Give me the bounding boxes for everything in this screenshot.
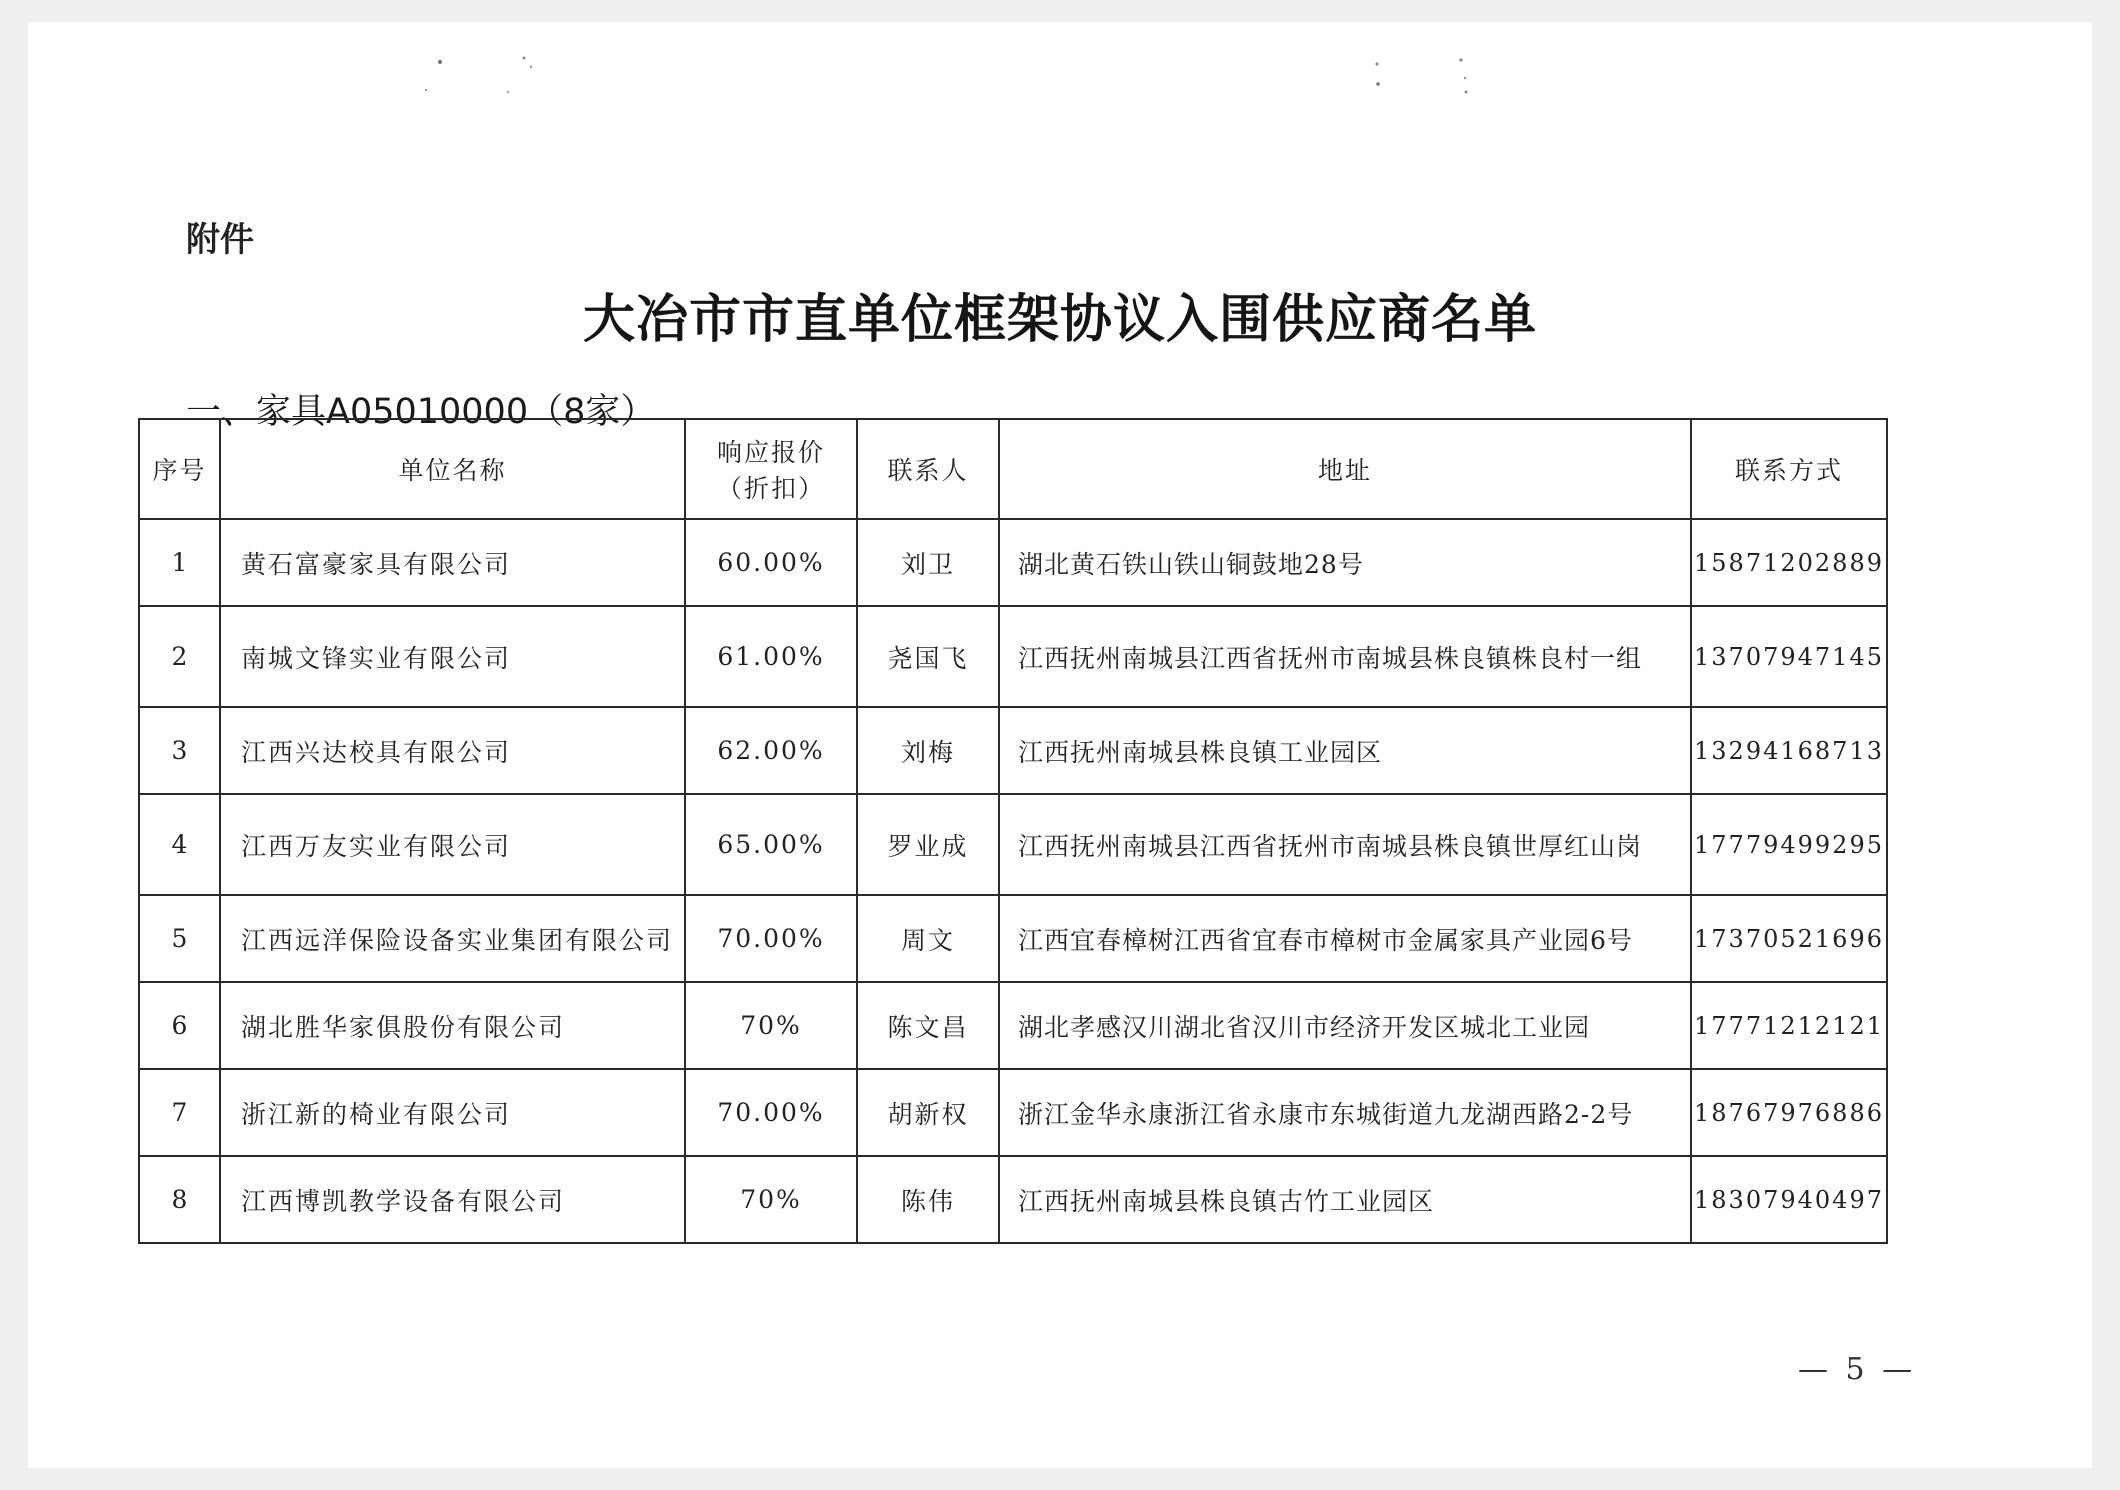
- cell-name: 南城文锋实业有限公司: [220, 606, 685, 707]
- cell-num: 6: [139, 982, 220, 1069]
- supplier-table: [138, 418, 1888, 1244]
- cell-price: 70.00%: [685, 895, 857, 982]
- cell-contact: 陈文昌: [857, 982, 999, 1069]
- cell-address: 江西抚州南城县江西省抚州市南城县株良镇株良村一组: [999, 606, 1691, 707]
- header-contact: 联系人: [857, 419, 999, 519]
- header-name: 单位名称: [220, 419, 685, 519]
- cell-num: 1: [139, 519, 220, 606]
- cell-address: 江西抚州南城县株良镇古竹工业园区: [999, 1156, 1691, 1243]
- cell-address: 湖北孝感汉川湖北省汉川市经济开发区城北工业园: [999, 982, 1691, 1069]
- cell-price: 65.00%: [685, 794, 857, 895]
- cell-name: 江西远洋保险设备实业集团有限公司: [220, 895, 685, 982]
- cell-name: 湖北胜华家俱股份有限公司: [220, 982, 685, 1069]
- cell-num: 8: [139, 1156, 220, 1243]
- cell-num: 4: [139, 794, 220, 895]
- header-phone: 联系方式: [1691, 419, 1887, 519]
- cell-phone: 18307940497: [1691, 1156, 1887, 1243]
- cell-price: 70%: [685, 982, 857, 1069]
- table-row: [139, 895, 1887, 982]
- cell-num: 7: [139, 1069, 220, 1156]
- scan-specks: [28, 22, 2092, 142]
- cell-address: 浙江金华永康浙江省永康市东城街道九龙湖西路2-2号: [999, 1069, 1691, 1156]
- cell-address: 湖北黄石铁山铁山铜鼓地28号: [999, 519, 1691, 606]
- document-title: 大冶市市直单位框架协议入围供应商名单: [582, 289, 1537, 350]
- header-address: 地址: [999, 419, 1691, 519]
- cell-contact: 胡新权: [857, 1069, 999, 1156]
- cell-num: 3: [139, 707, 220, 794]
- cell-name: 浙江新的椅业有限公司: [220, 1069, 685, 1156]
- cell-phone: 17779499295: [1691, 794, 1887, 895]
- table-row: [139, 707, 1887, 794]
- cell-price: 70.00%: [685, 1069, 857, 1156]
- cell-price: 62.00%: [685, 707, 857, 794]
- cell-price: 60.00%: [685, 519, 857, 606]
- cell-num: 5: [139, 895, 220, 982]
- cell-phone: 18767976886: [1691, 1069, 1887, 1156]
- cell-name: 江西万友实业有限公司: [220, 794, 685, 895]
- cell-price: 61.00%: [685, 606, 857, 707]
- cell-name: 江西博凯教学设备有限公司: [220, 1156, 685, 1243]
- cell-num: 2: [139, 606, 220, 707]
- header-price-line1: 响应报价: [716, 438, 825, 467]
- header-price-line2: （折扣）: [716, 474, 825, 503]
- cell-address: 江西抚州南城县株良镇工业园区: [999, 707, 1691, 794]
- attachment-label: 附件: [186, 220, 254, 260]
- table-row: [139, 606, 1887, 707]
- cell-address: 江西宜春樟树江西省宜春市樟树市金属家具产业园6号: [999, 895, 1691, 982]
- cell-price: 70%: [685, 1156, 857, 1243]
- table-row: [139, 1069, 1887, 1156]
- cell-contact: 陈伟: [857, 1156, 999, 1243]
- cell-name: 江西兴达校具有限公司: [220, 707, 685, 794]
- cell-phone: 17370521696: [1691, 895, 1887, 982]
- table-row: [139, 519, 1887, 606]
- page-number: — 5 —: [1798, 1352, 1917, 1387]
- cell-phone: 13294168713: [1691, 707, 1887, 794]
- table-row: [139, 1156, 1887, 1243]
- cell-contact: 周文: [857, 895, 999, 982]
- table-header-row: [139, 419, 1887, 519]
- cell-phone: 15871202889: [1691, 519, 1887, 606]
- cell-phone: 13707947145: [1691, 606, 1887, 707]
- cell-address: 江西抚州南城县江西省抚州市南城县株良镇世厚红山岗: [999, 794, 1691, 895]
- header-num: 序号: [139, 419, 220, 519]
- table-row: [139, 982, 1887, 1069]
- cell-contact: 刘梅: [857, 707, 999, 794]
- cell-contact: 罗业成: [857, 794, 999, 895]
- header-price: [685, 419, 857, 519]
- table-row: [139, 794, 1887, 895]
- cell-contact: 刘卫: [857, 519, 999, 606]
- cell-phone: 17771212121: [1691, 982, 1887, 1069]
- section-heading: 一、家具A05010000（8家）: [186, 392, 656, 432]
- cell-contact: 尧国飞: [857, 606, 999, 707]
- cell-name: 黄石富豪家具有限公司: [220, 519, 685, 606]
